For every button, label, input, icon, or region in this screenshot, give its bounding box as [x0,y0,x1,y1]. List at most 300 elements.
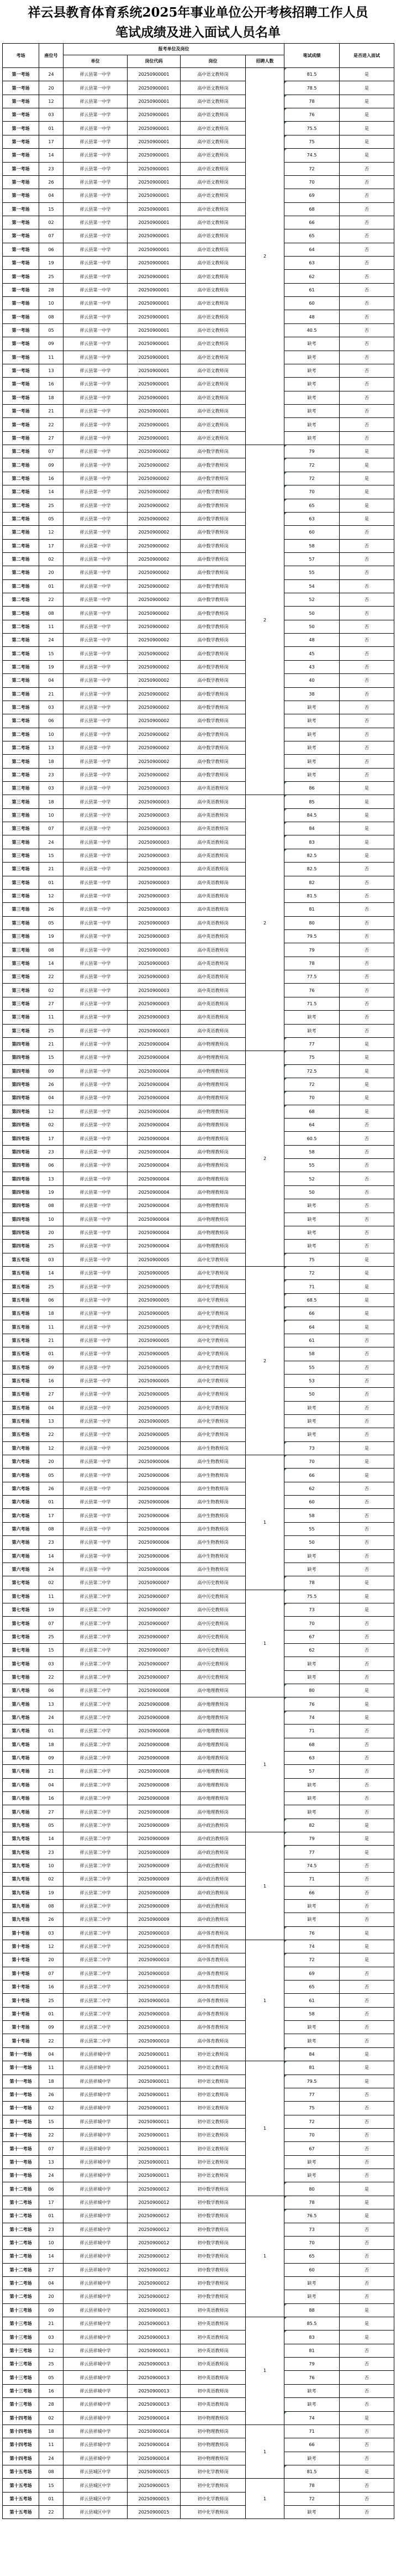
qualified-cell: 否 [340,1967,394,1980]
qualified-cell: 否 [340,1159,394,1172]
table-row [3,1024,394,1037]
unit-cell: 祥云县祥城中学 [64,2303,128,2317]
post-code-cell: 20250900009 [128,1819,181,1832]
unit-cell: 祥云县第二中学 [64,1590,128,1603]
seat-number-cell: 25 [39,499,64,512]
seat-number-cell: 15 [39,1051,64,1064]
score-cell: 79 [284,943,340,957]
seat-number-cell: 25 [39,1994,64,2007]
score-cell: 73 [284,1441,340,1455]
unit-cell: 祥云县第一中学 [64,499,128,512]
unit-cell: 祥云县祥城中学 [64,2047,128,2061]
post-cell: 初中语文教师岗 [181,2075,246,2088]
seat-number-cell: 01 [39,2209,64,2223]
score-cell: 78 [284,95,340,108]
post-code-cell: 20250900013 [128,2317,181,2331]
exam-room-cell: 第六考场 [3,1563,39,1576]
seat-number-cell: 13 [39,2155,64,2169]
score-cell: 73 [284,2223,340,2236]
unit-cell: 祥云县第二中学 [64,1738,128,1751]
unit-cell: 祥云县第一中学 [64,943,128,957]
seat-number-cell: 07 [39,445,64,458]
post-cell: 高中数学教师岗 [181,485,246,499]
qualified-cell: 否 [340,2398,394,2411]
seat-number-cell: 16 [39,1374,64,1387]
score-cell: 70 [284,2236,340,2249]
qualified-cell: 否 [340,283,394,296]
unit-cell: 祥云县第一中学 [64,1253,128,1266]
post-code-cell: 20250900010 [128,2007,181,2020]
unit-cell: 祥云县第一中学 [64,930,128,943]
score-cell: 82.5 [284,863,340,876]
post-code-cell: 20250900005 [128,1253,181,1266]
post-code-cell: 20250900001 [128,108,181,122]
qualified-cell: 是 [340,1455,394,1469]
qualified-cell: 否 [340,243,394,256]
post-cell: 初中英语教师岗 [181,2344,246,2357]
post-cell: 初中语文教师岗 [181,2088,246,2101]
exam-room-cell: 第十一考场 [3,2102,39,2115]
table-row [3,270,394,283]
table-row [3,997,394,1010]
exam-room-cell: 第三考场 [3,835,39,849]
post-code-cell: 20250900010 [128,1981,181,1994]
score-cell: 缺考 [284,2155,340,2169]
table-row [3,566,394,579]
table-row [3,1011,394,1024]
seat-number-cell: 11 [39,620,64,633]
exam-room-cell: 第五考场 [3,1293,39,1307]
exam-room-cell: 第十一考场 [3,2115,39,2128]
exam-room-cell: 第八考场 [3,1751,39,1764]
qualified-cell: 否 [340,1428,394,1441]
unit-cell: 祥云县祥城中学 [64,2398,128,2411]
exam-room-cell: 第五考场 [3,1266,39,1279]
unit-cell: 祥云县第一中学 [64,1226,128,1239]
seat-number-cell: 08 [39,1199,64,1213]
seat-number-cell: 28 [39,283,64,296]
table-row [3,579,394,593]
post-cell: 高中政治教师岗 [181,1913,246,1926]
seat-number-cell: 10 [39,297,64,310]
exam-room-cell: 第九考场 [3,1832,39,1846]
score-cell: 70 [284,485,340,499]
unit-cell: 祥云县祥城中学 [64,2358,128,2371]
exam-room-cell: 第五考场 [3,1361,39,1374]
table-row [3,1307,394,1320]
unit-cell: 祥云县第二中学 [64,1617,128,1630]
post-cell: 高中语文教师岗 [181,431,246,445]
post-code-cell: 20250900003 [128,1024,181,1037]
exam-room-cell: 第一考场 [3,122,39,135]
exam-room-cell: 第二考场 [3,552,39,566]
post-cell: 高中物理教师岗 [181,1226,246,1239]
unit-cell: 祥云县第一中学 [64,984,128,997]
post-cell: 高中语文教师岗 [181,283,246,296]
exam-room-cell: 第九考场 [3,1899,39,1913]
exam-room-cell: 第一考场 [3,149,39,162]
unit-cell: 祥云县第二中学 [64,1846,128,1859]
score-cell: 79 [284,445,340,458]
post-cell: 高中体育教师岗 [181,2021,246,2034]
post-cell: 高中语文教师岗 [181,404,246,417]
qualified-cell: 否 [340,431,394,445]
score-cell: 62 [284,1644,340,1657]
score-cell: 71 [284,1725,340,1738]
table-row [3,1240,394,1253]
score-cell: 70 [284,1617,340,1630]
post-cell: 高中语文教师岗 [181,378,246,391]
exam-room-cell: 第五考场 [3,1253,39,1266]
exam-room-cell: 第六考场 [3,1496,39,1509]
score-cell: 80 [284,916,340,929]
score-cell: 86 [284,782,340,795]
table-row [3,1253,394,1266]
post-code-cell: 20250900015 [128,2465,181,2478]
score-cell: 82 [284,1819,340,1832]
seat-number-cell: 27 [39,431,64,445]
seat-number-cell: 08 [39,2465,64,2478]
post-code-cell: 20250900001 [128,418,181,431]
table-row [3,337,394,351]
post-code-cell: 20250900011 [128,2102,181,2115]
post-cell: 高中化学教师岗 [181,1334,246,1347]
seat-number-cell: 22 [39,1428,64,1441]
post-cell: 高中语文教师岗 [181,162,246,175]
unit-cell: 祥云县第一中学 [64,1105,128,1118]
table-row [3,1091,394,1105]
score-cell: 72.5 [284,1064,340,1078]
score-cell: 71.5 [284,997,340,1010]
seat-number-cell: 08 [39,607,64,620]
table-row [3,458,394,472]
seat-number-cell: 22 [39,970,64,984]
post-code-cell: 20250900001 [128,297,181,310]
post-cell: 高中体育教师岗 [181,2034,246,2047]
table-row [3,229,394,243]
exam-room-cell: 第五考场 [3,1347,39,1361]
exam-room-cell: 第八考场 [3,1711,39,1724]
score-cell: 72 [284,2115,340,2128]
unit-cell: 祥云县第二中学 [64,1873,128,1886]
post-cell: 高中语文教师岗 [181,216,246,229]
unit-cell: 祥云县祥城中学 [64,2102,128,2115]
table-row [3,2047,394,2061]
seat-number-cell: 21 [39,2317,64,2331]
seat-number-cell: 10 [39,1859,64,1872]
post-code-cell: 20250900005 [128,1334,181,1347]
qualified-cell: 否 [340,1630,394,1643]
post-cell: 初中数学教师岗 [181,2276,246,2290]
score-cell: 74 [284,1711,340,1724]
seat-number-cell: 05 [39,916,64,929]
score-cell: 65 [284,1981,340,1994]
table-row [3,660,394,673]
unit-cell: 祥云县祥城中学 [64,2263,128,2276]
post-cell: 高中英语教师岗 [181,782,246,795]
exam-room-cell: 第十考场 [3,1981,39,1994]
post-cell: 初中语文教师岗 [181,2115,246,2128]
post-code-cell: 20250900004 [128,1064,181,1078]
post-code-cell: 20250900006 [128,1482,181,1495]
table-row [3,2075,394,2088]
post-code-cell: 20250900013 [128,2344,181,2357]
table-row [3,1751,394,1764]
seat-number-cell: 27 [39,1388,64,1401]
unit-cell: 祥云县第一中学 [64,337,128,351]
post-code-cell: 20250900007 [128,1590,181,1603]
exam-room-cell: 第一考场 [3,216,39,229]
unit-cell: 祥云县第二中学 [64,1981,128,1994]
unit-cell: 祥云县第一中学 [64,1374,128,1387]
unit-cell: 祥云县第一中学 [64,364,128,377]
score-cell: 缺考 [284,728,340,741]
score-cell: 68.5 [284,1293,340,1307]
post-cell: 高中数学教师岗 [181,472,246,485]
table-row [3,1185,394,1199]
qualified-cell: 是 [340,1051,394,1064]
qualified-cell: 否 [340,552,394,566]
post-cell: 高中地理教师岗 [181,1697,246,1711]
seat-number-cell: 09 [39,2021,64,2034]
seat-number-cell: 23 [39,162,64,175]
score-cell: 缺考 [284,2021,340,2034]
unit-cell: 祥云县祥城中学 [64,2276,128,2290]
unit-cell: 祥云县第二中学 [64,1994,128,2007]
unit-cell: 祥云县祥城中学 [64,2075,128,2088]
score-cell: 55 [284,1361,340,1374]
recruit-count-cell: 2 [246,1266,284,1455]
post-code-cell: 20250900003 [128,863,181,876]
qualified-cell: 是 [340,1926,394,1940]
exam-room-cell: 第七考场 [3,1590,39,1603]
score-cell: 83 [284,835,340,849]
qualified-cell: 否 [340,297,394,310]
table-row [3,485,394,499]
post-cell: 高中语文教师岗 [181,351,246,364]
post-cell: 高中语文教师岗 [181,391,246,404]
qualified-cell: 是 [340,1280,394,1293]
table-row [3,714,394,728]
seat-number-cell: 02 [39,1873,64,1886]
post-code-cell: 20250900007 [128,1644,181,1657]
post-cell: 高中语文教师岗 [181,323,246,337]
score-cell: 76.5 [284,2209,340,2223]
unit-cell: 祥云县第一中学 [64,1414,128,1428]
qualified-cell: 否 [340,2102,394,2115]
results-body [3,68,394,2519]
post-cell: 高中化学教师岗 [181,1414,246,1428]
post-code-cell: 20250900004 [128,1037,181,1051]
qualified-cell: 否 [340,1226,394,1239]
unit-cell: 祥云县第一中学 [64,1159,128,1172]
table-row [3,2465,394,2478]
seat-number-cell: 24 [39,634,64,647]
score-cell: 缺考 [284,1563,340,1576]
score-cell: 64 [284,243,340,256]
qualified-cell: 是 [340,2331,394,2344]
post-cell: 高中地理教师岗 [181,1684,246,1697]
score-cell: 72 [284,458,340,472]
unit-cell: 祥云县第一中学 [64,1266,128,1279]
exam-room-cell: 第二考场 [3,607,39,620]
seat-number-cell: 26 [39,2088,64,2101]
unit-cell: 祥云县祥城中学 [64,2290,128,2303]
post-code-cell: 20250900008 [128,1765,181,1778]
seat-number-cell: 12 [39,2344,64,2357]
seat-number-cell: 07 [39,2142,64,2155]
qualified-cell: 是 [340,512,394,525]
unit-cell: 祥云县第一中学 [64,135,128,148]
post-cell: 高中化学教师岗 [181,1428,246,1441]
table-row [3,2209,394,2223]
post-code-cell: 20250900003 [128,849,181,862]
seat-number-cell: 21 [39,404,64,417]
table-row [3,499,394,512]
seat-number-cell: 23 [39,1536,64,1549]
table-row [3,755,394,768]
table-row [3,2263,394,2276]
exam-room-cell: 第十二考场 [3,2276,39,2290]
score-cell: 58 [284,1145,340,1158]
score-cell: 缺考 [284,1913,340,1926]
recruit-count-cell: 2 [246,68,284,445]
unit-cell: 祥云县第二中学 [64,2007,128,2020]
post-code-cell: 20250900005 [128,1320,181,1334]
exam-room-cell: 第十三考场 [3,2384,39,2397]
unit-cell: 祥云县第一中学 [64,552,128,566]
seat-number-cell: 05 [39,2371,64,2384]
qualified-cell: 否 [340,257,394,270]
unit-cell: 祥云县第二中学 [64,1657,128,1670]
qualified-cell: 否 [340,1334,394,1347]
seat-number-cell: 16 [39,378,64,391]
table-row [3,2411,394,2425]
table-row [3,1981,394,1994]
exam-room-cell: 第三考场 [3,1024,39,1037]
qualified-cell: 否 [340,620,394,633]
post-code-cell: 20250900001 [128,216,181,229]
qualified-cell: 否 [340,660,394,673]
post-code-cell: 20250900002 [128,687,181,701]
seat-number-cell: 03 [39,1657,64,1670]
qualified-cell: 否 [340,2142,394,2155]
exam-room-cell: 第一考场 [3,202,39,216]
post-code-cell: 20250900002 [128,445,181,458]
unit-cell: 祥云县第一中学 [64,903,128,916]
seat-number-cell: 11 [39,1590,64,1603]
seat-number-cell: 27 [39,2263,64,2276]
table-row [3,323,394,337]
unit-cell: 祥云县第一中学 [64,660,128,673]
exam-room-cell: 第二考场 [3,634,39,647]
unit-cell: 祥云县第一中学 [64,297,128,310]
exam-room-cell: 第一考场 [3,310,39,323]
post-code-cell: 20250900001 [128,135,181,148]
post-cell: 高中语文教师岗 [181,229,246,243]
exam-room-cell: 第三考场 [3,970,39,984]
exam-room-cell: 第十一考场 [3,2142,39,2155]
qualified-cell: 否 [340,903,394,916]
post-code-cell: 20250900002 [128,741,181,754]
post-code-cell: 20250900015 [128,2479,181,2492]
score-cell: 68 [284,202,340,216]
post-code-cell: 20250900003 [128,957,181,970]
post-cell: 高中数学教师岗 [181,660,246,673]
post-code-cell: 20250900001 [128,229,181,243]
seat-number-cell: 22 [39,2128,64,2141]
exam-room-cell: 第八考场 [3,1765,39,1778]
unit-cell: 祥云县第一中学 [64,162,128,175]
post-cell: 高中体育教师岗 [181,1994,246,2007]
unit-cell: 祥云县第一中学 [64,593,128,607]
post-cell: 初中英语教师岗 [181,2371,246,2384]
qualified-cell: 否 [340,728,394,741]
exam-room-cell: 第七考场 [3,1644,39,1657]
table-row [3,1940,394,1953]
table-row [3,2506,394,2519]
score-cell: 缺考 [284,1414,340,1428]
post-cell: 高中英语教师岗 [181,997,246,1010]
post-code-cell: 20250900010 [128,1926,181,1940]
seat-number-cell: 02 [39,552,64,566]
score-cell: 74.5 [284,149,340,162]
score-cell: 74.5 [284,1859,340,1872]
exam-room-cell: 第二考场 [3,660,39,673]
seat-number-cell: 16 [39,472,64,485]
exam-room-cell: 第十考场 [3,1926,39,1940]
post-code-cell: 20250900002 [128,701,181,714]
post-code-cell: 20250900013 [128,2303,181,2317]
post-code-cell: 20250900011 [128,2115,181,2128]
post-cell: 高中英语教师岗 [181,957,246,970]
seat-number-cell: 12 [39,95,64,108]
post-code-cell: 20250900009 [128,1846,181,1859]
score-cell: 79 [284,2358,340,2371]
seat-number-cell: 22 [39,2506,64,2519]
qualified-cell: 是 [340,95,394,108]
table-row [3,1469,394,1482]
post-code-cell: 20250900013 [128,2358,181,2371]
exam-room-cell: 第二考场 [3,768,39,781]
table-row [3,1496,394,1509]
unit-cell: 祥云县城区中学 [64,2479,128,2492]
post-code-cell: 20250900001 [128,391,181,404]
post-cell: 高中数学教师岗 [181,714,246,728]
qualified-cell: 否 [340,2155,394,2169]
unit-cell: 祥云县第一中学 [64,404,128,417]
post-code-cell: 20250900008 [128,1805,181,1819]
unit-cell: 祥云县第二中学 [64,1913,128,1926]
post-code-cell: 20250900003 [128,889,181,902]
exam-room-cell: 第四考场 [3,1037,39,1051]
unit-cell: 祥云县第一中学 [64,782,128,795]
table-row [3,1792,394,1805]
score-cell: 74 [284,1940,340,1953]
qualified-cell: 否 [340,1482,394,1495]
exam-room-cell: 第九考场 [3,1886,39,1899]
unit-cell: 祥云县祥城中学 [64,2438,128,2452]
qualified-cell: 是 [340,1953,394,1967]
score-cell: 缺考 [284,431,340,445]
exam-room-cell: 第十三考场 [3,2371,39,2384]
unit-cell: 祥云县第二中学 [64,1940,128,1953]
exam-room-cell: 第十二考场 [3,2223,39,2236]
post-cell: 初中英语教师岗 [181,2331,246,2344]
seat-number-cell: 13 [39,1697,64,1711]
seat-number-cell: 24 [39,2169,64,2182]
exam-room-cell: 第二考场 [3,674,39,687]
